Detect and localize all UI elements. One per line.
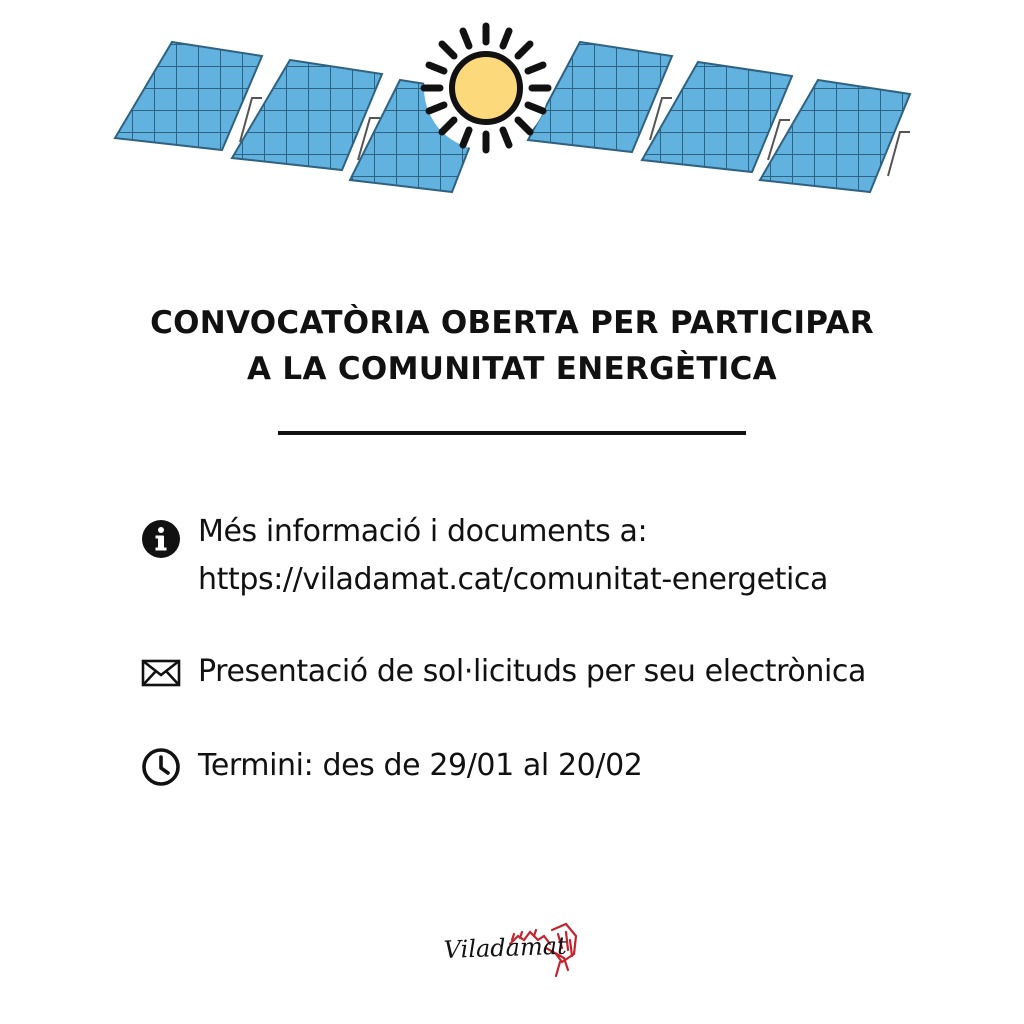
envelope-icon xyxy=(140,652,182,694)
title-line-1: CONVOCATÒRIA OBERTA PER PARTICIPAR xyxy=(150,305,874,341)
solar-panel-2 xyxy=(232,60,382,170)
solar-panel-4 xyxy=(528,42,672,152)
page-title xyxy=(0,300,1024,392)
info-circle-icon xyxy=(140,518,182,560)
submission-text: Presentació de sol·licituds per seu electrònica xyxy=(198,654,867,689)
logo-wordmark: Viladamat xyxy=(443,931,568,964)
title-divider xyxy=(278,431,746,435)
info-url-link[interactable]: https://viladamat.cat/comunitat-energetica xyxy=(198,562,829,597)
sun-icon xyxy=(424,26,548,150)
solar-panel-1 xyxy=(115,42,262,150)
clock-icon xyxy=(140,746,182,788)
deadline-text: Termini: des de 29/01 al 20/02 xyxy=(198,748,643,783)
info-label: Més informació i documents a: xyxy=(198,514,648,549)
solar-panel-5 xyxy=(642,62,792,172)
title-line-2: A LA COMUNITAT ENERGÈTICA xyxy=(247,351,777,387)
viladamat-logo xyxy=(440,918,590,988)
solar-panels-illustration xyxy=(0,0,1024,200)
